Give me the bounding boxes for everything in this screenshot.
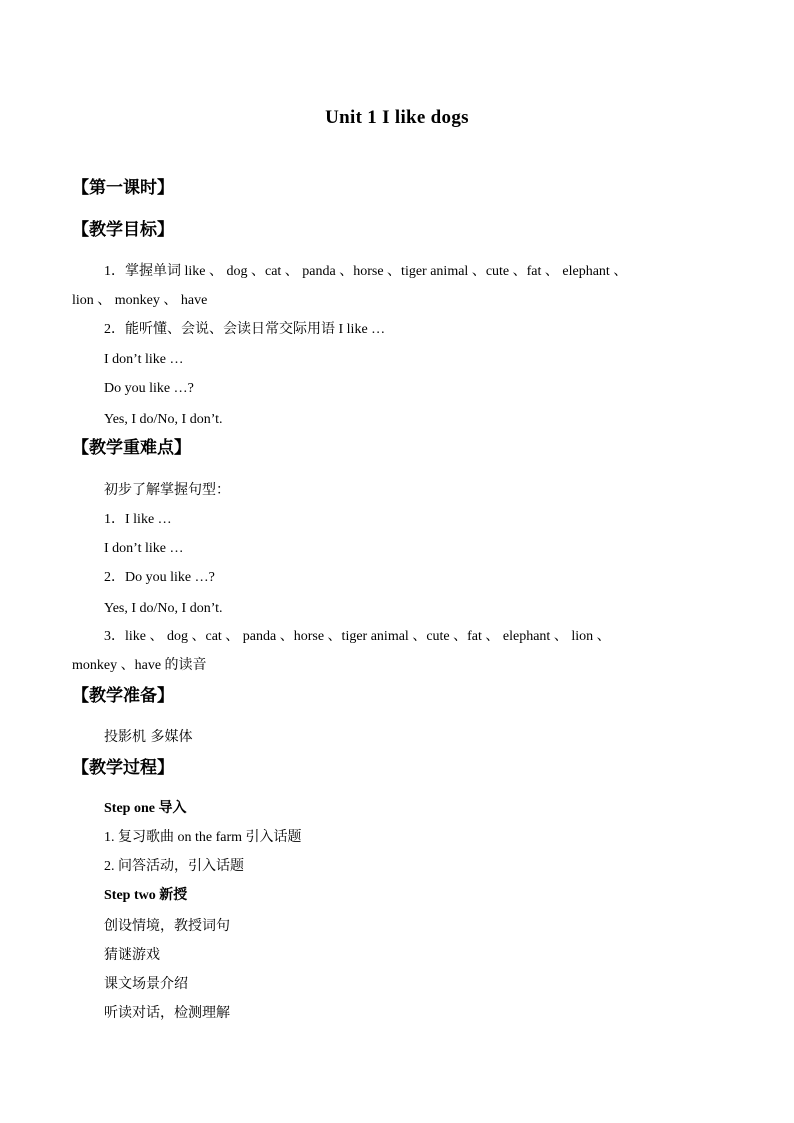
step-one-item-2: 2. 问答活动，引入话题 [104,859,244,874]
key-point-item-2-sentence-a: Yes, I do/No, I don’t. [104,601,223,616]
step-two-item-4: 听读对话，检测理解 [104,1005,230,1021]
objective-item-1-line-1: 1．掌握单词 like 、 dog 、cat 、 panda 、horse 、tiger animal 、cute 、fat 、 elephant 、 [104,264,628,279]
preparation-text: 投影机 多媒体 [104,729,193,745]
section-heading-objectives: 【教学目标】 [72,220,174,240]
key-point-item-2: 2．Do you like …? [104,570,215,585]
key-point-item-3-line-2: monkey 、have 的读音 [72,658,207,673]
step-two-item-1: 创设情境，教授词句 [104,918,230,934]
objective-item-2-sentence-c: Yes, I do/No, I don’t. [104,412,223,427]
objective-item-1-line-2: lion 、 monkey 、 have [72,293,208,308]
section-heading-preparation: 【教学准备】 [72,686,174,706]
section-heading-lesson: 【第一课时】 [72,178,174,198]
objective-item-2-sentence-b: Do you like …? [104,381,194,396]
step-two-item-2: 猜谜游戏 [104,947,160,963]
key-points-intro: 初步了解掌握句型： [104,482,230,498]
key-point-item-1-sentence-a: I don’t like … [104,541,184,556]
objective-item-2: 2．能听懂、会说、会读日常交际用语 I like … [104,322,386,337]
step-one-item-1: 1. 复习歌曲 on the farm 引入话题 [104,830,302,845]
step-one-title: Step one 导入 [104,801,187,816]
step-two-title: Step two 新授 [104,888,188,903]
section-heading-key-points: 【教学重难点】 [72,438,191,458]
objective-item-2-sentence-a: I don’t like … [104,352,184,367]
key-point-item-1: 1．I like … [104,512,172,527]
section-heading-process: 【教学过程】 [72,758,174,778]
key-point-item-3-line-1: 3．like 、 dog 、cat 、 panda 、horse 、tiger animal 、cute 、fat 、 elephant 、 lion 、 [104,629,611,644]
step-two-item-3: 课文场景介绍 [104,976,188,992]
document-title: Unit 1 I like dogs [325,107,469,128]
